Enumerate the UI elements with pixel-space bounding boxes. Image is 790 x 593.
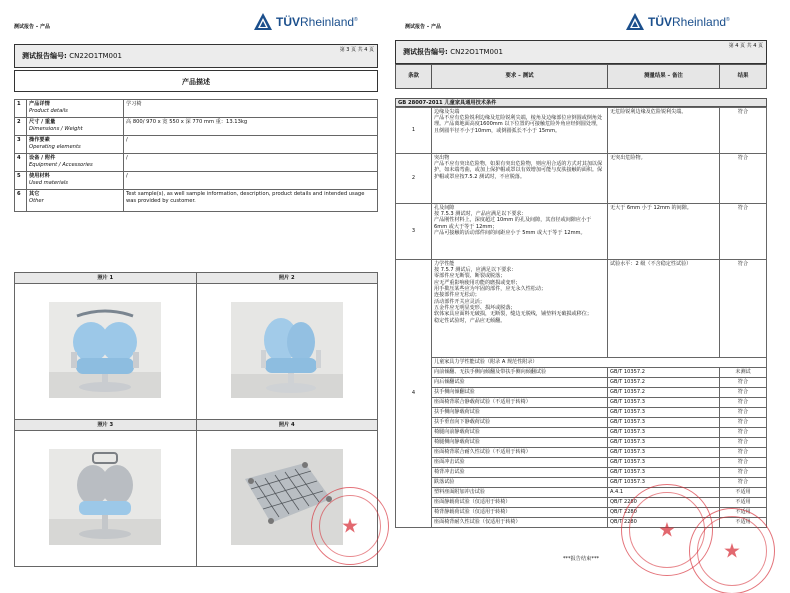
test-row xyxy=(396,388,767,398)
photo-3-label: 照片 3 xyxy=(15,420,197,431)
test-name: 座面椅背联合静载荷试验（不适用于转椅） xyxy=(432,398,608,408)
annex-heading: 儿童家具力学性能试验（附录 A 规范性附录） xyxy=(432,358,767,368)
row-value: / xyxy=(124,154,378,172)
test-standard: GB/T 10357.3 xyxy=(608,428,720,438)
test-name: 座面椅背联合耐久性试验（不适用于转椅） xyxy=(432,448,608,458)
description-row xyxy=(15,190,378,212)
test-verdict: 不适用 xyxy=(720,508,767,518)
test-name: 塑料座面附加冲击试验 xyxy=(432,488,608,498)
test-standard: GB/T 10357.3 xyxy=(608,408,720,418)
test-standard: A.4.1 xyxy=(608,488,720,498)
test-row xyxy=(396,408,767,418)
header-verdict: 结果 xyxy=(720,65,767,89)
test-row xyxy=(396,398,767,408)
test-verdict: 符合 xyxy=(720,458,767,468)
test-verdict: 符合 xyxy=(720,468,767,478)
photo-4-label: 照片 4 xyxy=(196,420,378,431)
description-row xyxy=(15,172,378,190)
test-row xyxy=(396,468,767,478)
tuv-triangle-icon xyxy=(625,12,645,32)
clause-requirement: 力学性能 按 7.5.7 测试后，应满足以下要求： 零部件应无断裂、断裂或脱落； 应无严重影响使用功能的磨损或变形； 用手揿压某些应为牢固的部件，应无永久性松动； 连接部件应无松动； 活动部件开关应灵活； 五金件应无明显变形、损坏或脱落； 软体家具应面料无破损，无断裂，缝边无脱线，铺垫料无破损或移位； 稳定性试验时，产品应无倾翻。 xyxy=(432,260,608,358)
test-name: 向后倾翻试验 xyxy=(432,378,608,388)
row-number: 6 xyxy=(15,190,27,212)
test-standard: GB/T 10357.3 xyxy=(608,418,720,428)
clause-row xyxy=(396,108,767,154)
test-verdict: 符合 xyxy=(720,378,767,388)
test-standard: GB/T 10357.3 xyxy=(608,468,720,478)
clause-table xyxy=(395,107,767,528)
test-standard: GB/T 10357.3 xyxy=(608,398,720,408)
report-page-4 xyxy=(395,0,790,593)
report-number-label: 测试报告编号: xyxy=(403,48,448,56)
description-row xyxy=(15,118,378,136)
photo-3-chair-back xyxy=(49,449,161,545)
test-row xyxy=(396,418,767,428)
inspection-stamp: ★ xyxy=(621,484,713,576)
test-verdict: 符合 xyxy=(720,448,767,458)
test-name: 椅背冲击试验 xyxy=(432,468,608,478)
description-row xyxy=(15,100,378,118)
test-row xyxy=(396,368,767,378)
clause-row xyxy=(396,154,767,204)
clause-number: 1 xyxy=(396,108,432,154)
photo-2-label: 照片 2 xyxy=(196,273,378,284)
test-standard: GB/T 10357.2 xyxy=(608,378,720,388)
row-value: / xyxy=(124,136,378,154)
report-number: CN22O1TM001 xyxy=(450,48,503,56)
test-row xyxy=(396,378,767,388)
test-name: 椅腿向前静载荷试验 xyxy=(432,428,608,438)
tuv-logo: TÜVRheinland® xyxy=(253,12,358,32)
description-row xyxy=(15,154,378,172)
clause-result: 无危险锐利边缘及危险锐利尖端。 xyxy=(608,108,720,154)
product-description-table xyxy=(14,99,378,212)
test-name: 扶手侧向倾翻试验 xyxy=(432,388,608,398)
test-verdict: 未测试 xyxy=(720,368,767,378)
header-result: 测量结果 – 备注 xyxy=(608,65,720,89)
test-row xyxy=(396,428,767,438)
test-name: 座面椅背耐久性试验（仅适用于转椅） xyxy=(432,518,608,528)
test-name: 座面静载荷试验（仅适用于转椅） xyxy=(432,498,608,508)
row-value: 学习椅 xyxy=(124,100,378,118)
test-verdict: 符合 xyxy=(720,478,767,488)
test-verdict: 符合 xyxy=(720,408,767,418)
test-name: 向前倾翻、无扶手侧向倾翻及带扶手侧向倾翻试验 xyxy=(432,368,608,378)
test-name: 椅腿侧向静载荷试验 xyxy=(432,438,608,448)
report-number-bar xyxy=(14,44,378,68)
test-name: 扶手垂直向下静载荷试验 xyxy=(432,418,608,428)
page-indicator: 第 3 页 共 4 页 xyxy=(339,47,374,53)
report-number-label: 测试报告编号: xyxy=(22,52,67,60)
test-verdict: 符合 xyxy=(720,438,767,448)
clause-verdict: 符合 xyxy=(720,260,767,358)
clause-number: 4 xyxy=(396,260,432,528)
test-verdict: 符合 xyxy=(720,418,767,428)
breadcrumb: 测试报告 – 产品 xyxy=(14,24,50,30)
test-verdict: 符合 xyxy=(720,398,767,408)
clause-verdict: 符合 xyxy=(720,108,767,154)
test-standard: QB/T 2280 xyxy=(608,508,720,518)
row-number: 3 xyxy=(15,136,27,154)
breadcrumb: 测试报告 – 产品 xyxy=(405,24,441,30)
row-label: 使用材料 Used materials xyxy=(27,172,124,190)
test-row xyxy=(396,478,767,488)
clause-requirement: 孔及间隙 按 7.5.3 测试时，产品应满足以下要求： 产品刚性材料上，深度超过 10mm 的孔及间隙，其直径或间隙应小于 6mm 或大于等于 12mm； 产品可接触的活动部件间的间距应小于 5mm 或大于等于 12mm。 xyxy=(432,204,608,260)
header-requirement: 要求 – 测试 xyxy=(432,65,608,89)
annex-heading-row xyxy=(396,358,767,368)
test-verdict: 不适用 xyxy=(720,518,767,528)
test-name: 跌落试验 xyxy=(432,478,608,488)
clause-number: 3 xyxy=(396,204,432,260)
test-name: 椅背静载荷试验（仅适用于转椅） xyxy=(432,508,608,518)
row-label: 其它 Other xyxy=(27,190,124,212)
row-value: 高 800/ 970 x 宽 550 x 深 770 mm 重：13.13kg xyxy=(124,118,378,136)
row-label: 操作要素 Operating elements xyxy=(27,136,124,154)
test-row xyxy=(396,488,767,498)
header-clause: 条款 xyxy=(396,65,432,89)
tuv-logo: TÜVRheinland® xyxy=(625,12,730,32)
clause-row xyxy=(396,204,767,260)
test-verdict: 符合 xyxy=(720,388,767,398)
clause-requirement: 突出物 产品不应有突出危险物，如果有突出危险物，则应用合适的方式对其加以保护，如未端弯曲，或加上保护帽或罩以有效增加可能与皮肤接触的面积。保护帽或罩应按7.5.2 测试时，不应脱落。 xyxy=(432,154,608,204)
test-standard: QB/T 2280 xyxy=(608,518,720,528)
test-verdict: 符合 xyxy=(720,428,767,438)
test-standard: GB/T 10357.2 xyxy=(608,368,720,378)
row-number: 1 xyxy=(15,100,27,118)
inspection-stamp: ★ xyxy=(311,487,389,565)
clause-result: 试验水平：2 级（不含稳定性试验） xyxy=(608,260,720,358)
row-value: / xyxy=(124,172,378,190)
row-label: 尺寸 / 重量 Dimensions / Weight xyxy=(27,118,124,136)
tuv-triangle-icon xyxy=(253,12,273,32)
clause-row xyxy=(396,260,767,358)
report-end-marker: ***报告结束*** xyxy=(562,556,600,562)
test-standard: GB/T 10357.2 xyxy=(608,388,720,398)
test-name: 座面冲击试验 xyxy=(432,458,608,468)
clause-table-header xyxy=(395,64,767,89)
standard-heading: GB 28007-2011 儿童家具通用技术条件 xyxy=(395,98,767,107)
report-number: CN22O1TM001 xyxy=(69,52,122,60)
row-label: 设备 / 附件 Equipment / Accessories xyxy=(27,154,124,172)
photo-1-label: 照片 1 xyxy=(15,273,197,284)
test-name: 扶手侧向静载荷试验 xyxy=(432,408,608,418)
row-number: 5 xyxy=(15,172,27,190)
row-number: 2 xyxy=(15,118,27,136)
report-number-bar xyxy=(395,40,767,64)
test-row xyxy=(396,448,767,458)
row-label: 产品详情 Product details xyxy=(27,100,124,118)
test-standard: GB/T 10357.3 xyxy=(608,448,720,458)
section-title: 产品描述 xyxy=(14,70,378,92)
clause-verdict: 符合 xyxy=(720,154,767,204)
clause-number: 2 xyxy=(396,154,432,204)
photo-2-chair-angle xyxy=(231,302,343,398)
test-verdict: 不适用 xyxy=(720,498,767,508)
clause-verdict: 符合 xyxy=(720,204,767,260)
test-row xyxy=(396,438,767,448)
test-row xyxy=(396,498,767,508)
clause-result: 无大于 6mm 小于 12mm 的间隙。 xyxy=(608,204,720,260)
test-row xyxy=(396,458,767,468)
row-value: Test sample(s), as well sample information, description, product details and intended usage was provided by customer. xyxy=(124,190,378,212)
test-verdict: 不适用 xyxy=(720,488,767,498)
clause-requirement: 边缘及尖端 产品不应有危险锐利边缘及危险锐利尖端，棱角及边缘部位应倒圆或倒角处理。产品离地面高度1600mm 以下位置的可接触危险外角应经倒圆处理，且倒圆半径不小于10mm，或倒圆弧长不小于 15mm。 xyxy=(432,108,608,154)
inspection-stamp-2: ★ xyxy=(689,508,775,593)
photo-1-chair-front xyxy=(49,302,161,398)
test-standard: GB/T 10357.3 xyxy=(608,438,720,448)
clause-result: 无突出危险物。 xyxy=(608,154,720,204)
test-standard: GB/T 10357.3 xyxy=(608,458,720,468)
row-number: 4 xyxy=(15,154,27,172)
test-standard: GB/T 10357.3 xyxy=(608,478,720,488)
page-indicator: 第 4 页 共 4 页 xyxy=(728,43,763,49)
test-standard: QB/T 2280 xyxy=(608,498,720,508)
description-row xyxy=(15,136,378,154)
